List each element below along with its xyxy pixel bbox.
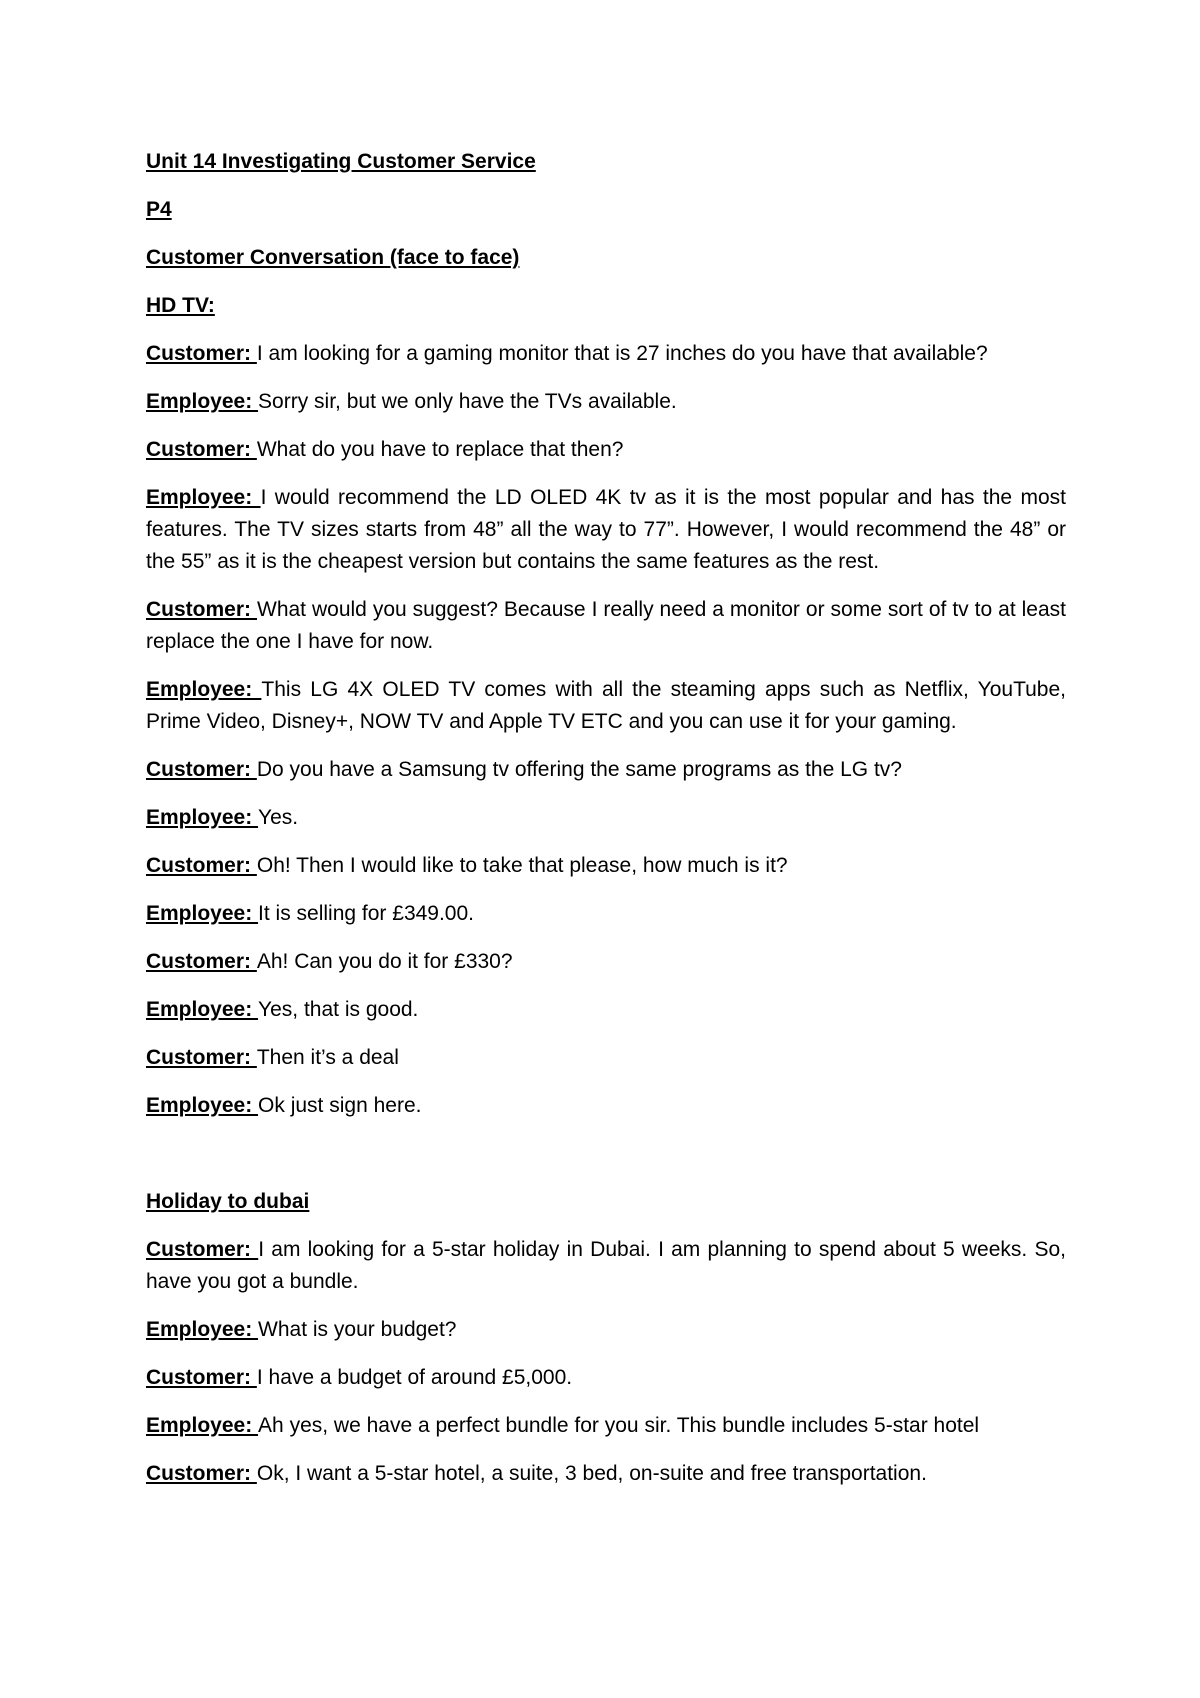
dialogue-line [146,850,1066,882]
document-subtitle: P4 [146,198,172,221]
dialogue-text: I am looking for a 5-star holiday in Dubai. I am planning to spend about 5 weeks. So, have you got a bundle. [146,1238,1066,1293]
dialogue-text: Ok just sign here. [258,1094,422,1117]
dialogue-line [146,434,1066,466]
dialogue-text: What would you suggest? Because I really need a monitor or some sort of tv to at least replace the one I have for now. [146,598,1066,653]
document-page [146,146,1066,1506]
holiday-conversation [146,1234,1066,1490]
dialogue-line [146,1042,1066,1074]
speaker-label: Customer: [146,438,257,461]
speaker-label: Employee: [146,390,259,413]
dialogue-line [146,1362,1066,1394]
speaker-label: Customer: [146,758,257,781]
section-spacer [146,1138,1066,1186]
speaker-label: Employee: [146,998,259,1021]
dialogue-text: This LG 4X OLED TV comes with all the steaming apps such as Netflix, YouTube, Prime Video, Disney+, NOW TV and Apple TV ETC and you can use it for your gaming. [146,678,1066,733]
speaker-label: Customer: [146,950,257,973]
dialogue-text: Yes. [258,806,299,829]
dialogue-text: What is your budget? [258,1318,457,1341]
dialogue-line [146,482,1066,578]
dialogue-text: I have a budget of around £5,000. [256,1366,573,1389]
dialogue-text: Ah yes, we have a perfect bundle for you sir. This bundle includes 5-star hotel [258,1414,980,1437]
speaker-label: Employee: [146,1318,259,1341]
dialogue-text: I am looking for a gaming monitor that is 27 inches do you have that available? [256,342,988,365]
section-heading: Customer Conversation (face to face) [146,246,520,269]
speaker-label: Employee: [146,902,259,925]
dialogue-text: What do you have to replace that then? [256,438,624,461]
dialogue-text: Ok, I want a 5-star hotel, a suite, 3 bed, on-suite and free transportation. [256,1462,927,1485]
speaker-label: Employee: [146,678,262,701]
dialogue-text: Ah! Can you do it for £330? [256,950,513,973]
speaker-label: Employee: [146,486,261,509]
dialogue-text: Oh! Then I would like to take that please, how much is it? [256,854,788,877]
dialogue-line [146,1090,1066,1122]
speaker-label: Customer: [146,1366,257,1389]
dialogue-line [146,674,1066,738]
dialogue-text: Then it’s a deal [256,1046,399,1069]
dialogue-line [146,338,1066,370]
speaker-label: Customer: [146,342,257,365]
hd-tv-conversation [146,338,1066,1122]
dialogue-text: I would recommend the LD OLED 4K tv as it is the most popular and has the most features. The TV sizes starts from 48” all the way to 77”. However, I would recommend the 48” or the 55” as it is the cheapest version but contains the same features as the rest. [146,486,1066,573]
speaker-label: Customer: [146,1238,259,1261]
dialogue-text: It is selling for £349.00. [258,902,475,925]
dialogue-line [146,386,1066,418]
dialogue-line [146,994,1066,1026]
speaker-label: Customer: [146,1046,257,1069]
holiday-heading: Holiday to dubai [146,1190,310,1213]
dialogue-line [146,1234,1066,1298]
dialogue-line [146,1458,1066,1490]
dialogue-text: Sorry sir, but we only have the TVs available. [258,390,677,413]
dialogue-line [146,946,1066,978]
speaker-label: Employee: [146,1094,259,1117]
dialogue-text: Do you have a Samsung tv offering the same programs as the LG tv? [256,758,902,781]
dialogue-text: Yes, that is good. [258,998,419,1021]
document-title: Unit 14 Investigating Customer Service [146,150,536,173]
speaker-label: Employee: [146,806,259,829]
speaker-label: Customer: [146,854,257,877]
dialogue-line [146,754,1066,786]
speaker-label: Customer: [146,598,257,621]
dialogue-line [146,1314,1066,1346]
dialogue-line [146,802,1066,834]
dialogue-line [146,594,1066,658]
speaker-label: Customer: [146,1462,257,1485]
dialogue-line [146,1410,1066,1442]
hd-tv-heading: HD TV: [146,294,215,317]
speaker-label: Employee: [146,1414,259,1437]
dialogue-line [146,898,1066,930]
